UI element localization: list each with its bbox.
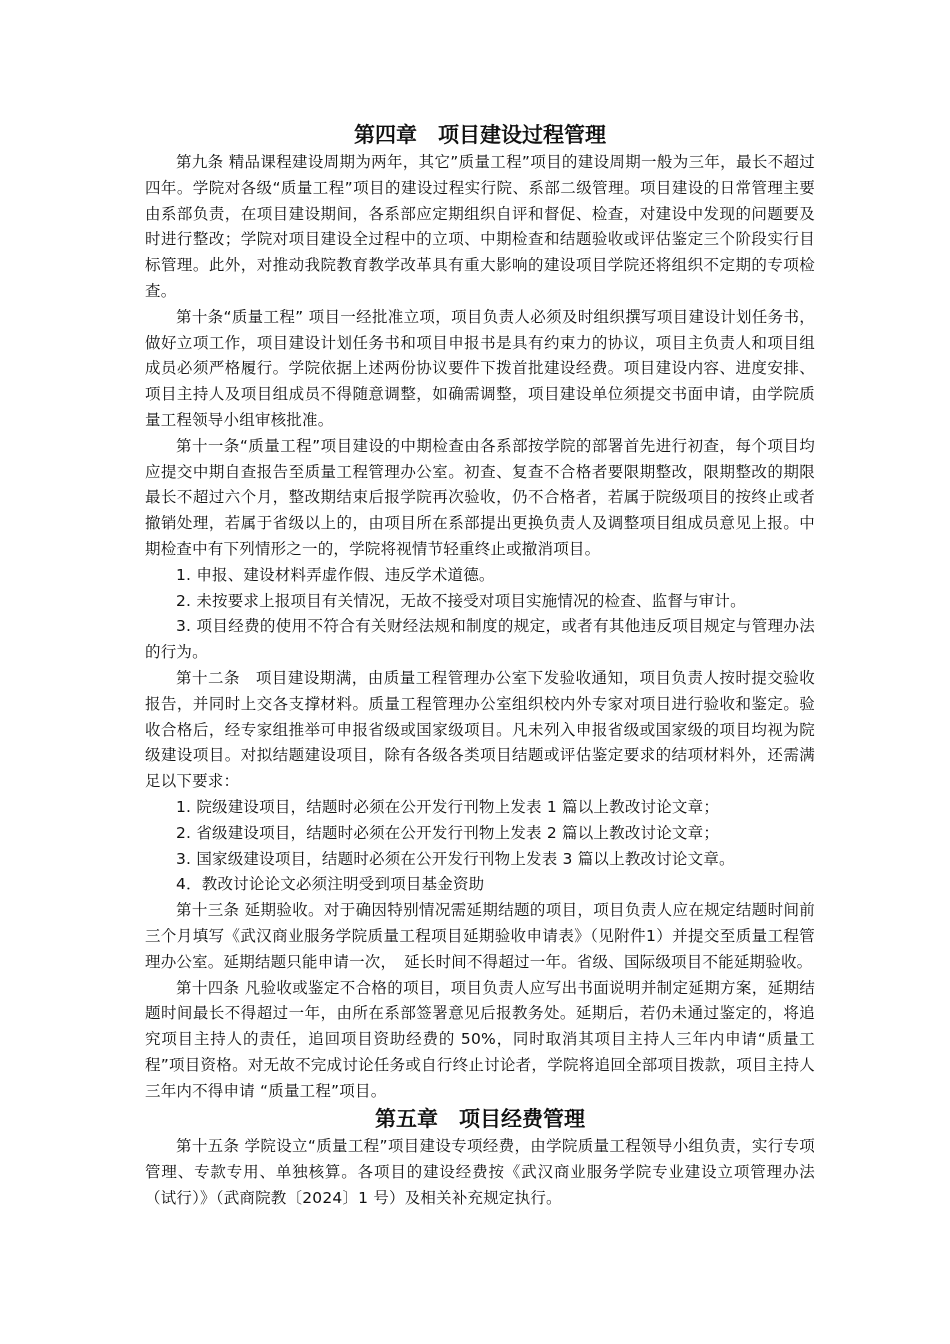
article-12-item-2: 2. 省级建设项目，结题时必须在公开发行刊物上发表 2 篇以上教改讨论文章；: [176, 823, 720, 842]
article-12-item-4: 4．教改讨论论文必须注明受到项目基金资助: [176, 875, 485, 894]
article-11-item-2: 2. 未按要求上报项目有关情况，无故不接受对项目实施情况的检查、监督与审计。: [176, 591, 746, 610]
article-11-item-3: 3. 项目经费的使用不符合有关财经法规和制度的规定，或者有其他违反项目规定与管理办法的行为。: [145, 617, 815, 662]
chapter-4-title: 第四章 项目建设过程管理: [354, 123, 606, 147]
article-12-item-3: 3. 国家级建设项目，结题时必须在公开发行刊物上发表 3 篇以上教改讨论文章。: [176, 849, 735, 868]
article-11-item-1: 1. 申报、建设材料弄虚作假、违反学术道德。: [176, 565, 495, 584]
article-14: 第十四条 凡验收或鉴定不合格的项目，项目负责人应写出书面说明并制定延期方案，延期结题时间最长不得超过一年，由所在系部签署意见后报教务处。延期后，若仍未通过鉴定的，将追究项目主持人的责任，追回项目资助经费的 50%，同时取消其项目主持人三年内申请“质量工程”项目资格。对无故不完成讨论任务或自行终止讨论者，学院将追回全部项目拨款，项目主持人三年内不得申请 “质量工程”项目。: [145, 978, 815, 1100]
article-13: 第十三条 延期验收。对于确因特别情况需延期结题的项目，项目负责人应在规定结题时间前三个月填写《武汉商业服务学院质量工程项目延期验收申请表》（见附件1）并提交至质量工程管理办公室。延期结题只能申请一次， 延长时间不得超过一年。省级、国际级项目不能延期验收。: [145, 901, 815, 971]
article-9: 第九条 精品课程建设周期为两年，其它”质量工程”项目的建设周期一般为三年，最长不超过四年。学院对各级“质量工程”项目的建设过程实行院、系部二级管理。项目建设的日常管理主要由系部负责，在项目建设期间，各系部应定期组织自评和督促、检查，对建设中发现的问题要及时进行整改；学院对项目建设全过程中的立项、中期检查和结题验收或评估鉴定三个阶段实行目标管理。此外，对推动我院教育教学改革具有重大影响的建设项目学院还将组织不定期的专项检查。: [145, 153, 815, 300]
article-12: 第十二条 项目建设期满，由质量工程管理办公室下发验收通知，项目负责人按时提交验收报告，并同时上交各支撑材料。质量工程管理办公室组织校内外专家对项目进行验收和鉴定。验收合格后，经专家组推举可申报省级或国家级项目。凡未列入申报省级或国家级的项目均视为院级建设项目。对拟结题建设项目，除有各级各类项目结题或评估鉴定要求的结项材料外，还需满足以下要求：: [145, 668, 815, 791]
article-10: 第十条“质量工程” 项目一经批准立项，项目负责人必须及时组织撰写项目建设计划任务书，做好立项工作，项目建设计划任务书和项目申报书是具有约束力的协议，项目主负责人和项目组成员必须严格履行。学院依据上述两份协议要件下拨首批建设经费。项目建设内容、进度安排、项目主持人及项目组成员不得随意调整，如确需调整，项目建设单位须提交书面申请，由学院质量工程领导小组审核批准。: [145, 307, 815, 429]
article-11: 第十一条“质量工程”项目建设的中期检查由各系部按学院的部署首先进行初查，每个项目均应提交中期自查报告至质量工程管理办公室。初查、复查不合格者要限期整改，限期整改的期限最长不超过六个月，整改期结束后报学院再次验收，仍不合格者，若属于院级项目的按终止或者撤销处理，若属于省级以上的，由项目所在系部提出更换负责人及调整项目组成员意见上报。中期检查中有下列情形之一的，学院将视情节轻重终止或撤消项目。: [145, 436, 815, 558]
chapter-5-title: 第五章 项目经费管理: [375, 1107, 585, 1132]
article-12-item-1: 1. 院级建设项目，结题时必须在公开发行刊物上发表 1 篇以上教改讨论文章；: [176, 797, 720, 816]
article-15: 第十五条 学院设立“质量工程”项目建设专项经费，由学院质量工程领导小组负责，实行专项管理、专款专用、单独核算。各项目的建设经费按《武汉商业服务学院专业建设立项管理办法（试行）》（武商院教〔2024〕1 号）及相关补充规定执行。: [145, 1137, 815, 1208]
document-page: [145, 120, 815, 1212]
